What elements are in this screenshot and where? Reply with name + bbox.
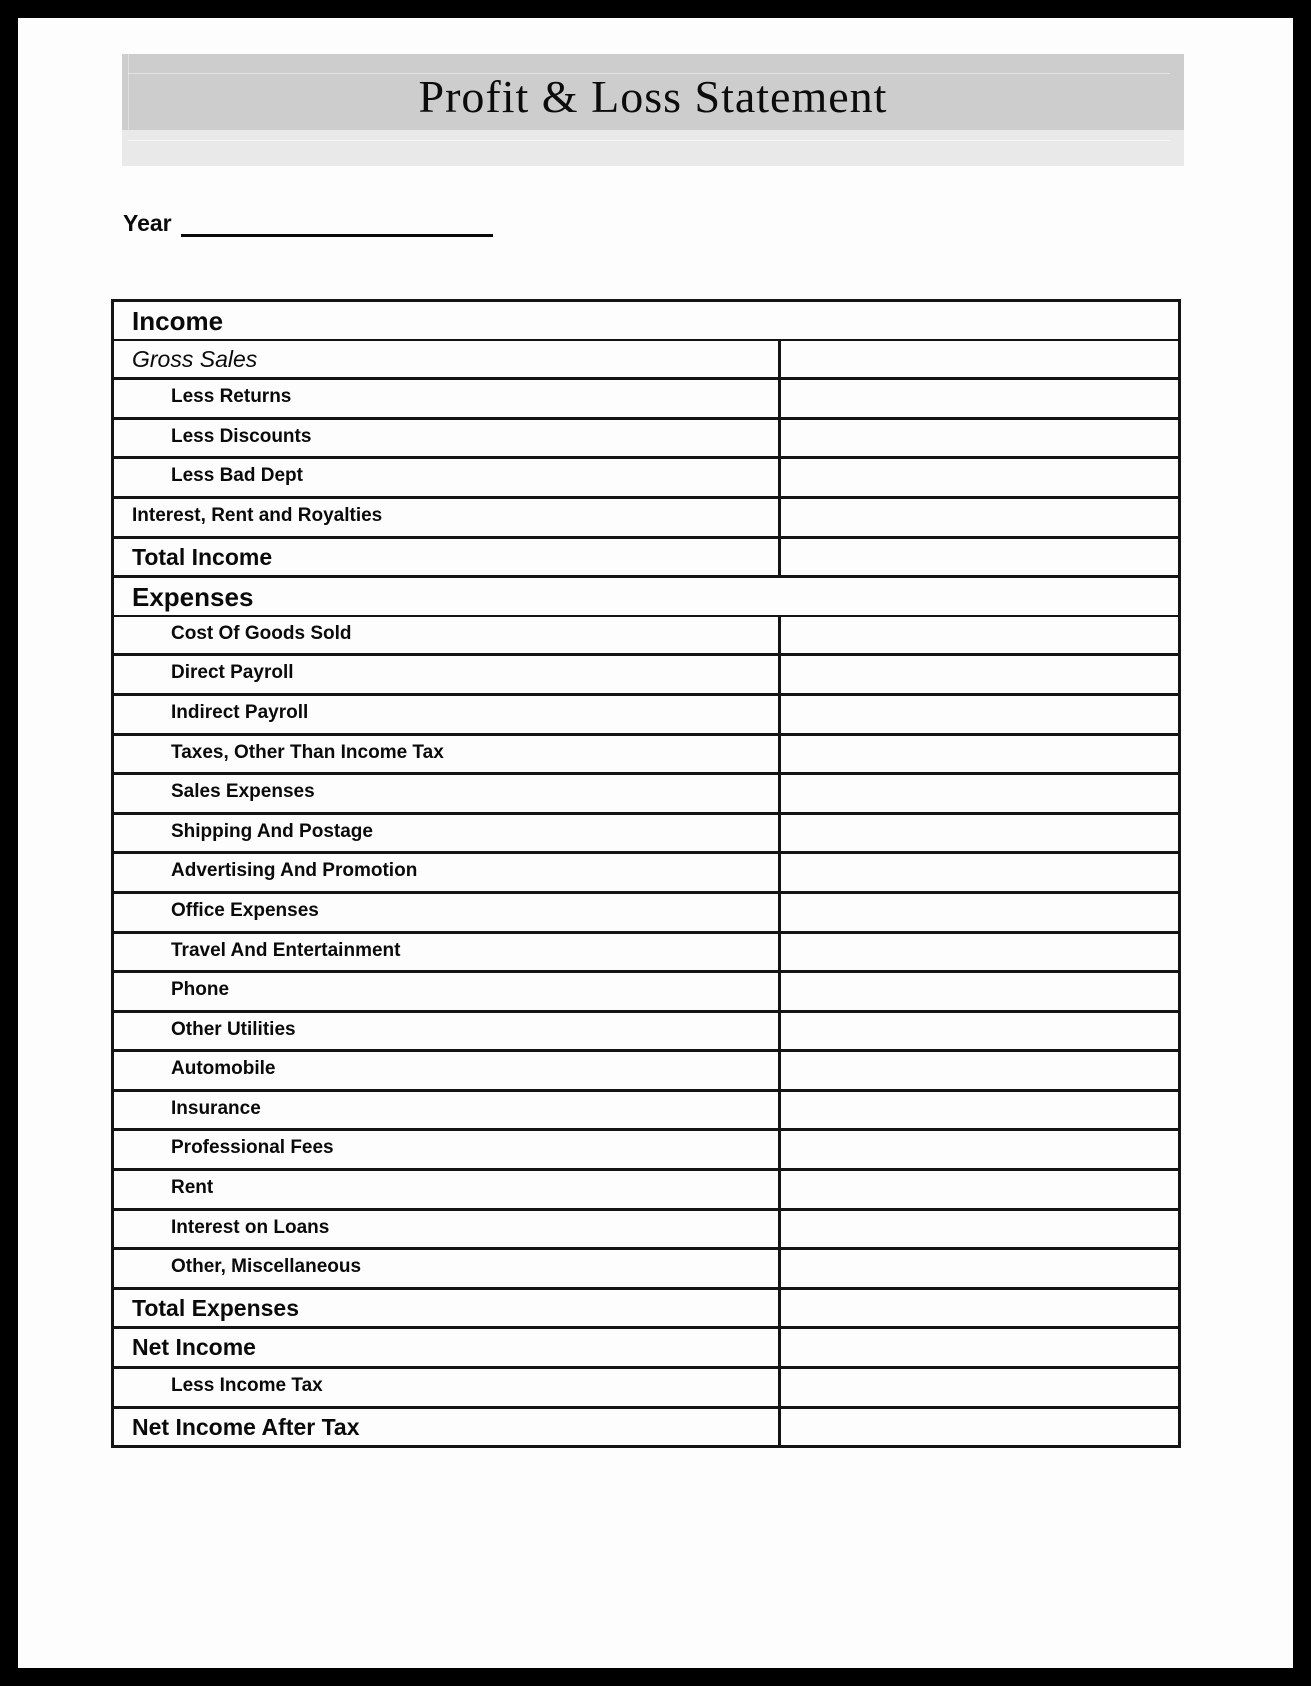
- row-label: Cost Of Goods Sold: [171, 622, 352, 644]
- row-label: Expenses: [132, 582, 254, 613]
- row-label: Other Utilities: [171, 1018, 296, 1040]
- row-value-field[interactable]: [778, 696, 1178, 733]
- row-label: Advertising And Promotion: [171, 860, 418, 882]
- row-label: Net Income After Tax: [132, 1413, 360, 1440]
- row-value-field[interactable]: [778, 1211, 1178, 1248]
- year-fill-in-line[interactable]: [181, 210, 493, 237]
- table-row: [114, 1171, 1178, 1211]
- table-row: [114, 420, 1178, 460]
- row-value-field[interactable]: [778, 854, 1178, 891]
- row-value-field[interactable]: [778, 1290, 1178, 1327]
- row-label: Sales Expenses: [171, 781, 315, 803]
- table-row: [114, 499, 1178, 539]
- table-row: [114, 696, 1178, 736]
- row-label: Less Income Tax: [171, 1375, 323, 1397]
- row-label: Net Income: [132, 1334, 256, 1361]
- row-label: Less Bad Dept: [171, 465, 303, 487]
- row-value-field[interactable]: [778, 341, 1178, 378]
- row-label: Office Expenses: [171, 899, 319, 921]
- row-value-field[interactable]: [778, 1369, 1178, 1406]
- page-title: Profit & Loss Statement: [418, 71, 888, 122]
- table-row: [114, 934, 1178, 974]
- table-row: [114, 815, 1178, 855]
- row-label: Interest on Loans: [171, 1216, 330, 1238]
- table-row: [114, 775, 1178, 815]
- row-value-field[interactable]: [778, 973, 1178, 1010]
- row-label: Less Returns: [171, 386, 292, 408]
- row-label: Income: [132, 306, 224, 336]
- row-label: Other, Miscellaneous: [171, 1256, 362, 1278]
- table-row: [114, 539, 1178, 579]
- row-value-field[interactable]: [778, 775, 1178, 812]
- row-value-field[interactable]: [778, 459, 1178, 496]
- row-value-field[interactable]: [778, 420, 1178, 457]
- table-row: [114, 973, 1178, 1013]
- row-label: Less Discounts: [171, 425, 312, 447]
- row-label: Insurance: [171, 1097, 261, 1119]
- year-field-row: [123, 210, 493, 237]
- table-row: [114, 617, 1178, 657]
- table-row: [114, 459, 1178, 499]
- row-value-field[interactable]: [778, 380, 1178, 417]
- row-label: Total Income: [132, 543, 273, 570]
- row-value-field[interactable]: [778, 815, 1178, 852]
- table-row: [114, 341, 1178, 381]
- row-value-field[interactable]: [778, 1052, 1178, 1089]
- table-row: [114, 1369, 1178, 1409]
- row-label: Travel And Entertainment: [171, 939, 401, 961]
- row-value-field[interactable]: [778, 1409, 1178, 1446]
- row-label: Total Expenses: [132, 1294, 300, 1321]
- table-row: [114, 1092, 1178, 1132]
- row-value-field[interactable]: [778, 539, 1178, 576]
- row-value-field[interactable]: [778, 894, 1178, 931]
- row-label: Rent: [171, 1177, 214, 1199]
- table-row: [114, 1329, 1178, 1369]
- row-label: Direct Payroll: [171, 662, 294, 684]
- year-label: Year: [123, 210, 172, 236]
- row-label: Taxes, Other Than Income Tax: [171, 741, 444, 763]
- row-value-field[interactable]: [778, 934, 1178, 971]
- table-row: [114, 894, 1178, 934]
- row-value-field[interactable]: [778, 1171, 1178, 1208]
- profit-loss-table: [111, 299, 1181, 1448]
- table-row: [114, 1409, 1178, 1446]
- title-banner-dark-band: [122, 54, 1184, 130]
- row-label: Professional Fees: [171, 1137, 334, 1159]
- table-row: [114, 1211, 1178, 1251]
- row-value-field[interactable]: [778, 499, 1178, 536]
- table-row: [114, 1052, 1178, 1092]
- table-row: [114, 1131, 1178, 1171]
- row-label: Phone: [171, 979, 230, 1001]
- table-row: [114, 854, 1178, 894]
- row-label: Shipping And Postage: [171, 820, 373, 842]
- table-row: [114, 578, 1178, 617]
- row-label: Automobile: [171, 1058, 276, 1080]
- row-value-field[interactable]: [778, 1131, 1178, 1168]
- table-row: [114, 736, 1178, 776]
- title-banner: [122, 54, 1184, 166]
- table-row: [114, 1290, 1178, 1330]
- row-value-field[interactable]: [778, 1092, 1178, 1129]
- table-row: [114, 1250, 1178, 1290]
- row-value-field[interactable]: [778, 736, 1178, 773]
- table-row: [114, 1013, 1178, 1053]
- row-value-field[interactable]: [778, 656, 1178, 693]
- title-banner-light-band: [122, 130, 1184, 166]
- row-label: Gross Sales: [132, 345, 258, 372]
- table-row: [114, 656, 1178, 696]
- table-row: [114, 302, 1178, 341]
- row-label: Indirect Payroll: [171, 701, 309, 723]
- row-label: Interest, Rent and Royalties: [132, 504, 383, 526]
- row-value-field[interactable]: [778, 617, 1178, 654]
- row-value-field[interactable]: [778, 1250, 1178, 1287]
- table-row: [114, 380, 1178, 420]
- row-value-field[interactable]: [778, 1329, 1178, 1366]
- row-value-field[interactable]: [778, 1013, 1178, 1050]
